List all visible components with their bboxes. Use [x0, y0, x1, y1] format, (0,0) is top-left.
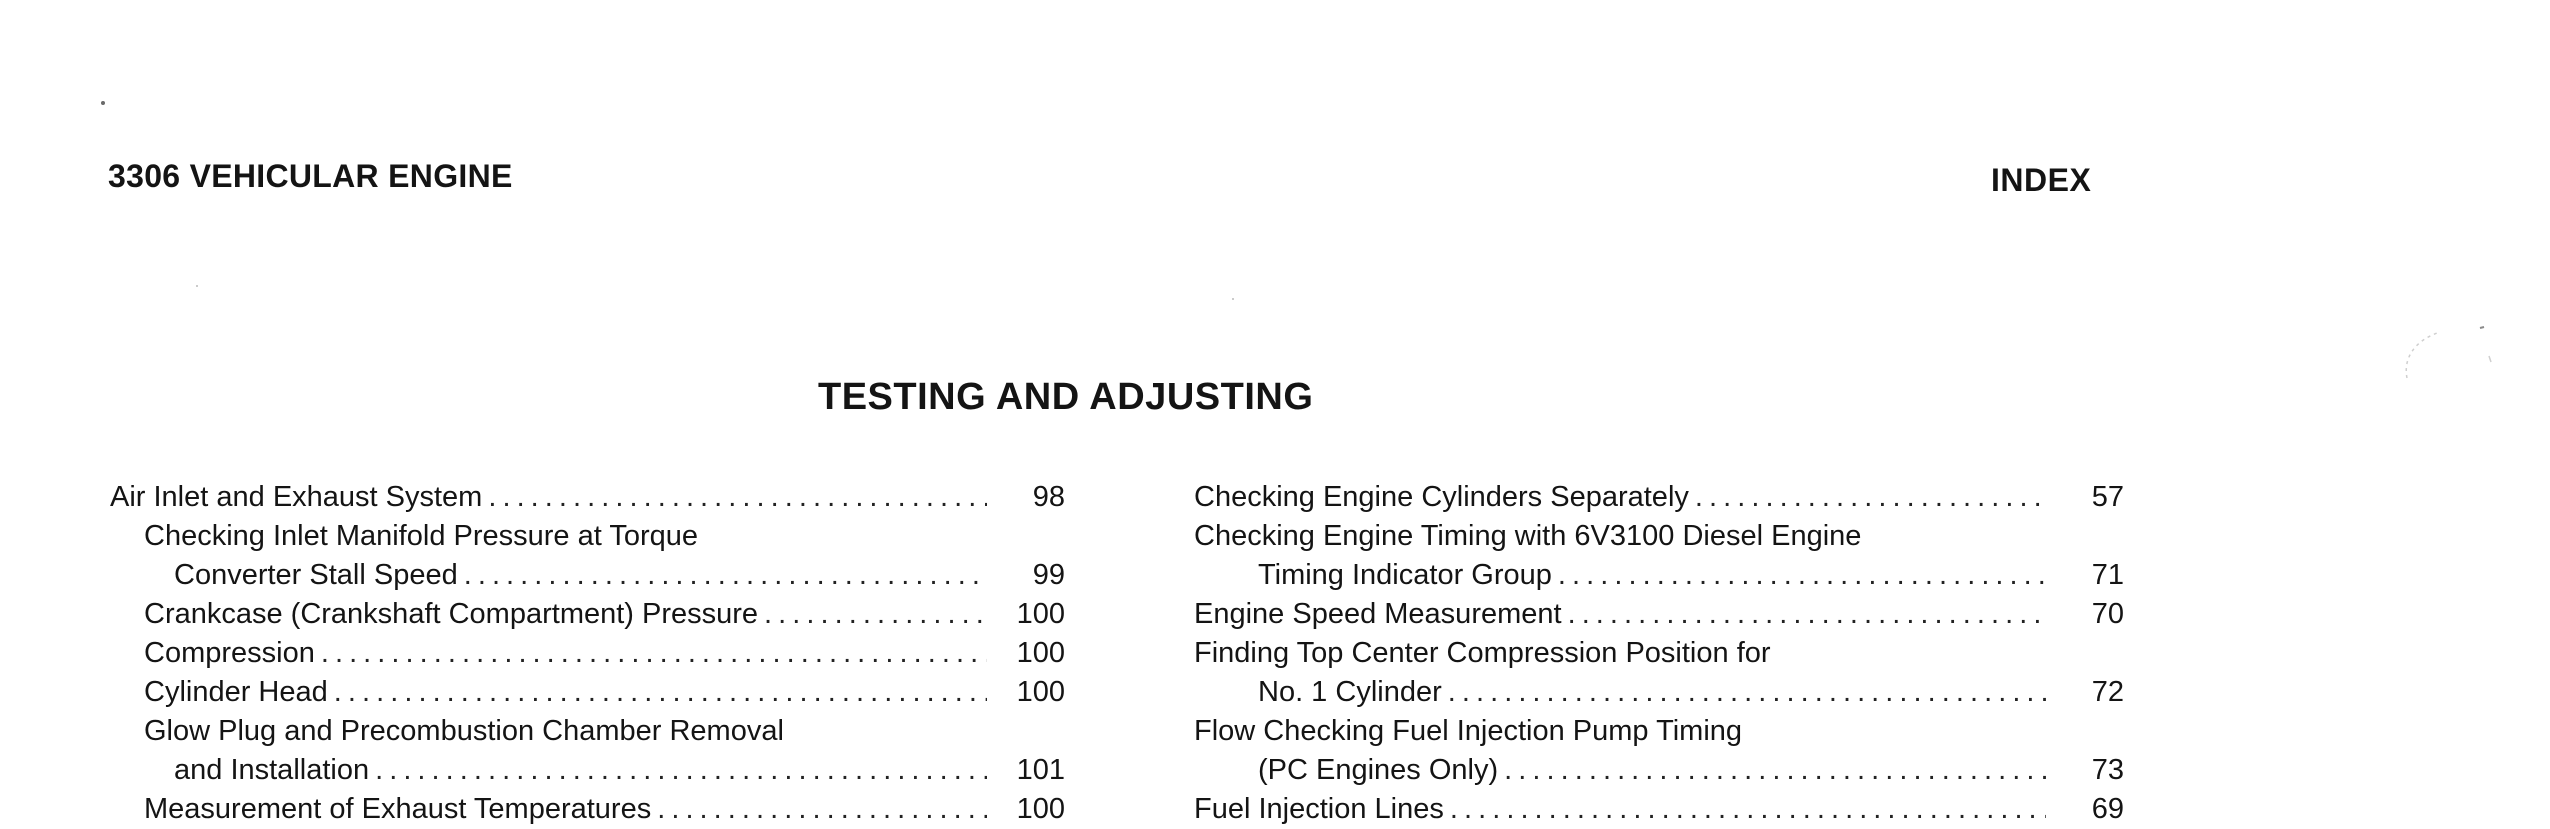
- index-column-right: [1194, 478, 2124, 829]
- index-entry-page-number: 72: [2091, 676, 2124, 708]
- dot-leader: [334, 673, 987, 712]
- dot-leader: [764, 595, 987, 634]
- index-entry-page-number: 101: [1016, 754, 1065, 786]
- index-entry-text: Checking Inlet Manifold Pressure at Torque: [144, 520, 698, 552]
- index-entry: [1194, 751, 2124, 790]
- dot-leader: [321, 634, 987, 673]
- scan-artifact-mark: [2385, 318, 2495, 398]
- index-entry: [110, 673, 1065, 712]
- scan-speck: [101, 101, 105, 105]
- index-entry-text: Cylinder Head: [144, 676, 328, 708]
- index-entry-text: Checking Engine Cylinders Separately: [1194, 481, 1689, 513]
- index-entry: [1194, 673, 2124, 712]
- scan-speck: [196, 285, 198, 287]
- dot-leader: [1568, 595, 2046, 634]
- index-entry: [110, 478, 1065, 517]
- index-entry: [1194, 478, 2124, 517]
- index-entry-text: Timing Indicator Group: [1258, 559, 1552, 591]
- dot-leader: [375, 751, 987, 790]
- index-entry: [1194, 595, 2124, 634]
- dot-leader: [1558, 556, 2046, 595]
- index-entry-page-number: 100: [1016, 637, 1065, 669]
- index-entry: [1194, 790, 2124, 829]
- dot-leader: [1448, 673, 2046, 712]
- index-entry-text: (PC Engines Only): [1258, 754, 1499, 786]
- index-entry-text: and Installation: [174, 754, 370, 786]
- index-entry-text: Engine Speed Measurement: [1194, 598, 1562, 630]
- index-entry-text: Finding Top Center Compression Position for: [1194, 637, 1771, 669]
- index-entry-page-number: 98: [1032, 481, 1065, 513]
- index-column-left: [110, 478, 1065, 829]
- scan-speck: [1232, 298, 1234, 300]
- index-entry-page-number: 99: [1032, 559, 1065, 591]
- index-entry: [110, 556, 1065, 595]
- index-entry: [1194, 556, 2124, 595]
- index-entry-text: Converter Stall Speed: [174, 559, 458, 591]
- dot-leader: [1504, 751, 2046, 790]
- index-entry-page-number: 57: [2091, 481, 2124, 513]
- index-entry-page-number: 100: [1016, 793, 1065, 825]
- index-entry-text: Compression: [144, 637, 315, 669]
- index-entry-text: Air Inlet and Exhaust System: [110, 481, 483, 513]
- page-header-index-label: INDEX: [1991, 162, 2092, 198]
- index-entry-text: No. 1 Cylinder: [1258, 676, 1442, 708]
- index-entry-text: Measurement of Exhaust Temperatures: [144, 793, 652, 825]
- index-entry: [1194, 712, 2124, 751]
- index-entry-text: Glow Plug and Precombustion Chamber Removal: [144, 715, 784, 747]
- dot-leader: [657, 790, 987, 829]
- dot-leader: [1695, 478, 2046, 517]
- index-entry-page-number: 69: [2091, 793, 2124, 825]
- index-entry: [110, 517, 1065, 556]
- dot-leader: [488, 478, 987, 517]
- index-entry: [110, 595, 1065, 634]
- index-entry-page-number: 100: [1016, 598, 1065, 630]
- index-entry-page-number: 100: [1016, 676, 1065, 708]
- index-entry: [1194, 634, 2124, 673]
- index-entry-text: Crankcase (Crankshaft Compartment) Pressure: [144, 598, 759, 630]
- index-entry-page-number: 71: [2091, 559, 2124, 591]
- index-entry: [110, 790, 1065, 829]
- index-entry-page-number: 70: [2091, 598, 2124, 630]
- section-title: TESTING AND ADJUSTING: [818, 376, 1314, 418]
- index-entry-text: Fuel Injection Lines: [1194, 793, 1444, 825]
- index-entry: [1194, 517, 2124, 556]
- index-entry-text: Flow Checking Fuel Injection Pump Timing: [1194, 715, 1743, 747]
- index-entry: [110, 634, 1065, 673]
- index-entry-page-number: 73: [2091, 754, 2124, 786]
- dot-leader: [1450, 790, 2046, 829]
- page-header-title: 3306 VEHICULAR ENGINE: [108, 158, 513, 194]
- index-entry-text: Checking Engine Timing with 6V3100 Diesel Engine: [1194, 520, 1862, 552]
- index-entry: [110, 751, 1065, 790]
- dot-leader: [464, 556, 987, 595]
- index-entry: [110, 712, 1065, 751]
